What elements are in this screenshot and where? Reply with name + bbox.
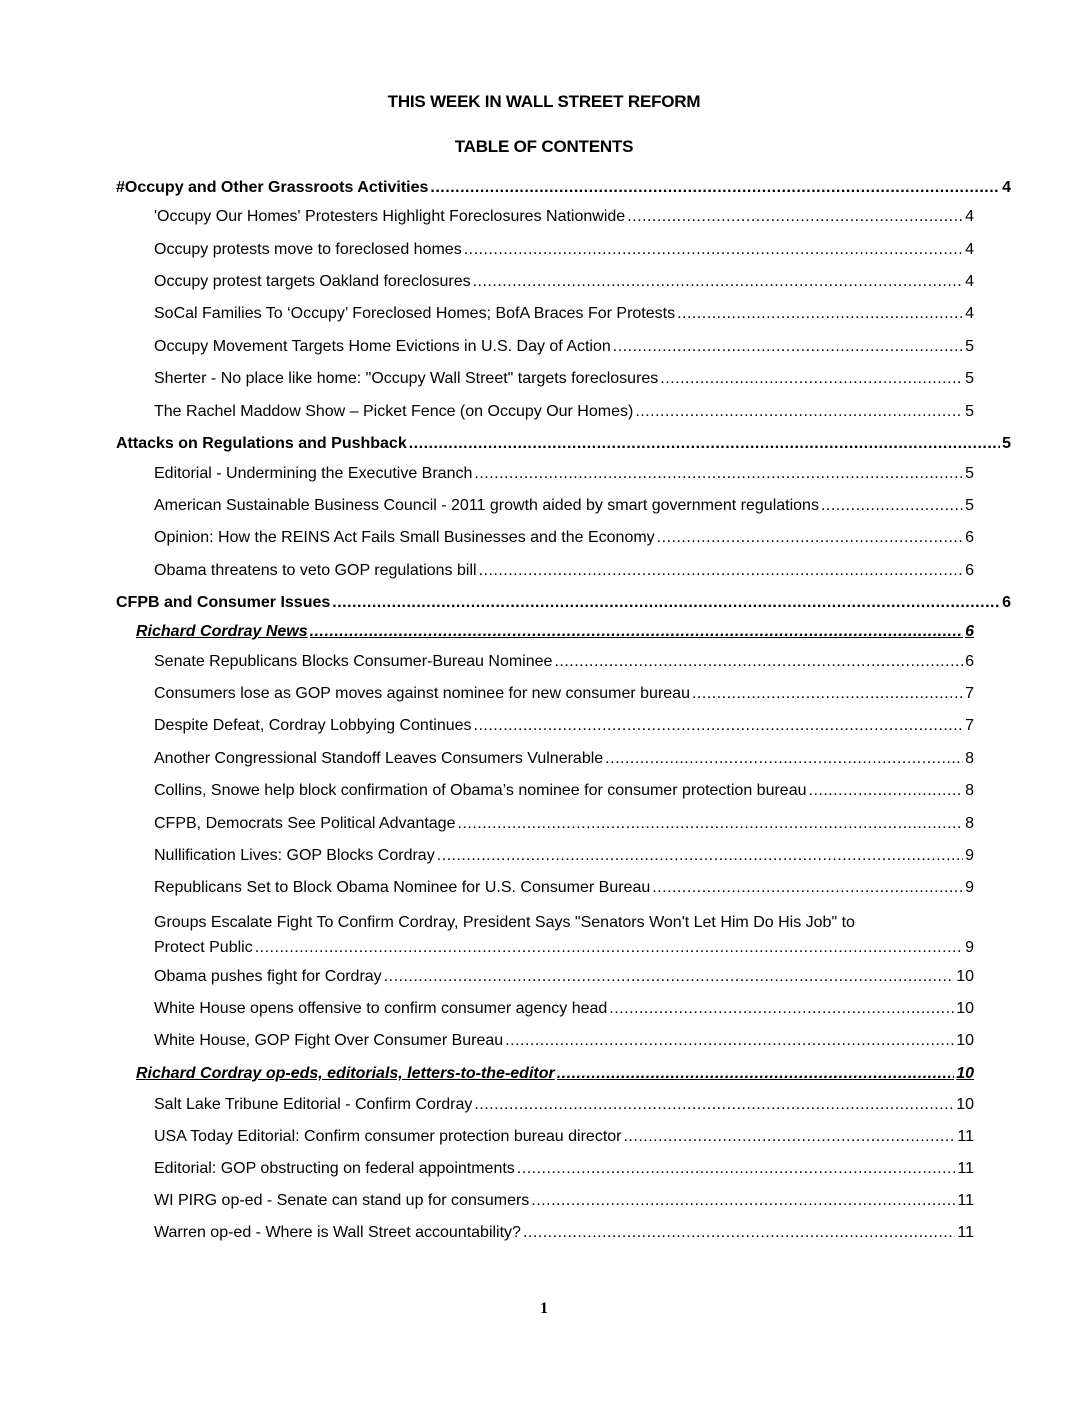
toc-item-title: Richard Cordray op-eds, editorials, letters-to-the-editor — [136, 1065, 555, 1082]
toc-item[interactable] — [154, 1095, 974, 1115]
toc-item[interactable] — [154, 846, 974, 866]
toc-page-number: 5 — [965, 465, 974, 482]
toc-heading: TABLE OF CONTENTS — [454, 137, 634, 156]
toc-item[interactable] — [154, 781, 974, 801]
dot-leader — [821, 496, 963, 516]
toc-page-number: 4 — [965, 208, 974, 225]
toc-page-number: 6 — [965, 623, 974, 640]
toc-item-title: 'Occupy Our Homes' Protesters Highlight Foreclosures Nationwide — [154, 208, 626, 225]
toc-item[interactable] — [154, 967, 974, 987]
toc-page-number: 9 — [965, 879, 974, 896]
toc-section[interactable] — [116, 593, 1011, 613]
toc-item-title: White House, GOP Fight Over Consumer Bureau — [154, 1032, 504, 1049]
toc-subsection[interactable] — [136, 622, 974, 642]
toc-item-title: Another Congressional Standoff Leaves Consumers Vulnerable — [154, 750, 604, 767]
toc-item-title: Senate Republicans Blocks Consumer-Bureau Nominee — [154, 653, 553, 670]
toc-item-title: CFPB and Consumer Issues — [116, 594, 331, 611]
dot-leader — [554, 652, 963, 672]
toc-page-number: 4 — [965, 241, 974, 258]
toc-item[interactable] — [154, 1127, 974, 1147]
document-title: THIS WEEK IN WALL STREET REFORM — [387, 92, 701, 111]
toc-page-number: 7 — [965, 685, 974, 702]
toc-page-number: 9 — [965, 847, 974, 864]
toc-item[interactable] — [154, 1191, 974, 1211]
toc-item[interactable] — [154, 652, 974, 672]
dot-leader — [505, 1031, 954, 1051]
toc-page-number: 5 — [965, 370, 974, 387]
toc-item-title: American Sustainable Business Council - 2011 growth aided by smart government regulations — [154, 497, 819, 514]
toc-item[interactable] — [154, 240, 974, 260]
toc-item[interactable] — [154, 528, 974, 548]
toc-page-number: 9 — [965, 939, 974, 956]
toc-item-title: Despite Defeat, Cordray Lobbying Continues — [154, 717, 472, 734]
dot-leader — [627, 207, 963, 227]
toc-section[interactable] — [116, 178, 1011, 198]
toc-item[interactable] — [154, 402, 974, 422]
dot-leader — [531, 1191, 955, 1211]
dot-leader — [557, 1064, 954, 1084]
toc-item-title: Sherter - No place like home: "Occupy Wall Street" targets foreclosures — [154, 370, 659, 387]
toc-page-number: 4 — [965, 273, 974, 290]
toc-page-number: 6 — [965, 562, 974, 579]
dot-leader — [479, 561, 964, 581]
toc-page-number: 8 — [965, 815, 974, 832]
toc-item-title-continued: Protect Public — [154, 939, 253, 956]
toc-item[interactable] — [154, 272, 974, 292]
toc-section[interactable] — [116, 434, 1011, 454]
toc-page-number: 6 — [965, 653, 974, 670]
dot-leader — [657, 528, 963, 548]
toc-page-number: 10 — [956, 1096, 974, 1113]
dot-leader — [332, 593, 1000, 613]
toc-item[interactable] — [154, 910, 974, 960]
dot-leader — [605, 749, 963, 769]
dot-leader — [809, 781, 964, 801]
dot-leader — [660, 369, 963, 389]
toc-page-number: 11 — [957, 1192, 974, 1209]
toc-page-number: 10 — [956, 1032, 974, 1049]
toc-item[interactable] — [154, 369, 974, 389]
dot-leader — [409, 434, 1000, 454]
toc-page-number: 7 — [965, 717, 974, 734]
toc-item-title: Richard Cordray News — [136, 623, 308, 640]
toc-page-number: 10 — [956, 968, 974, 985]
toc-item[interactable] — [154, 207, 974, 227]
toc-page-number: 5 — [965, 403, 974, 420]
toc-item-title: Editorial - Undermining the Executive Branch — [154, 465, 473, 482]
dot-leader — [677, 304, 963, 324]
toc-item-title: Warren op-ed - Where is Wall Street accountability? — [154, 1224, 521, 1241]
toc-item[interactable] — [154, 304, 974, 324]
toc-item[interactable] — [154, 999, 974, 1019]
toc-page-number: 5 — [965, 338, 974, 355]
toc-page-number: 6 — [1002, 594, 1011, 611]
toc-page-number: 5 — [1002, 435, 1011, 452]
toc-item-title: Nullification Lives: GOP Blocks Cordray — [154, 847, 435, 864]
toc-item-title: USA Today Editorial: Confirm consumer protection bureau director — [154, 1128, 622, 1145]
dot-leader — [384, 967, 955, 987]
dot-leader — [652, 878, 963, 898]
toc-item-title: Groups Escalate Fight To Confirm Cordray, President Says "Senators Won't Let Him Do His Job" to — [154, 914, 855, 931]
toc-item[interactable] — [154, 1223, 974, 1243]
dot-leader — [692, 684, 963, 704]
toc-item-title: #Occupy and Other Grassroots Activities — [116, 179, 429, 196]
toc-item-title: White House opens offensive to confirm consumer agency head — [154, 1000, 608, 1017]
toc-page-number: 11 — [957, 1224, 974, 1241]
toc-page-number: 11 — [957, 1160, 974, 1177]
toc-item-title: CFPB, Democrats See Political Advantage — [154, 815, 456, 832]
toc-page-number: 10 — [956, 1000, 974, 1017]
dot-leader — [474, 1095, 954, 1115]
toc-item-title: Opinion: How the REINS Act Fails Small Businesses and the Economy — [154, 529, 655, 546]
toc-item[interactable] — [154, 496, 974, 516]
dot-leader — [474, 464, 963, 484]
dot-leader — [437, 846, 963, 866]
toc-item[interactable] — [154, 1159, 974, 1179]
toc-item-title: Editorial: GOP obstructing on federal appointments — [154, 1160, 515, 1177]
toc-item[interactable] — [154, 464, 974, 484]
dot-leader — [609, 999, 954, 1019]
toc-item-title: Occupy protest targets Oakland foreclosures — [154, 273, 471, 290]
toc-page-number: 4 — [965, 305, 974, 322]
dot-leader — [623, 1127, 955, 1147]
toc-item-title: Occupy protests move to foreclosed homes — [154, 241, 462, 258]
toc-page-number: 6 — [965, 529, 974, 546]
dot-leader — [523, 1223, 955, 1243]
toc-item[interactable] — [154, 749, 974, 769]
dot-leader — [613, 337, 963, 357]
toc-page-number: 8 — [965, 750, 974, 767]
page-number: 1 — [540, 1300, 548, 1317]
toc-page-number: 5 — [965, 497, 974, 514]
toc-item-title: WI PIRG op-ed - Senate can stand up for consumers — [154, 1192, 530, 1209]
toc-page-number: 11 — [957, 1128, 974, 1145]
dot-leader — [464, 240, 963, 260]
toc-item[interactable] — [154, 716, 974, 736]
toc-item-title: SoCal Families To ‘Occupy’ Foreclosed Homes; BofA Braces For Protests — [154, 305, 676, 322]
dot-leader — [474, 716, 964, 736]
toc-item-continuation — [154, 935, 974, 960]
toc-item-title: The Rachel Maddow Show – Picket Fence (on Occupy Our Homes) — [154, 403, 634, 420]
toc-page-number: 4 — [1002, 179, 1011, 196]
dot-leader — [635, 402, 963, 422]
toc-page-number: 8 — [965, 782, 974, 799]
toc-item-title: Attacks on Regulations and Pushback — [116, 435, 407, 452]
toc-item-title: Salt Lake Tribune Editorial - Confirm Cordray — [154, 1096, 473, 1113]
toc-item-title: Collins, Snowe help block confirmation of Obama’s nominee for consumer protection bureau — [154, 782, 807, 799]
toc-item-title: Occupy Movement Targets Home Evictions in U.S. Day of Action — [154, 338, 611, 355]
toc-item[interactable] — [154, 684, 974, 704]
toc-page-number: 10 — [956, 1065, 974, 1082]
toc-item[interactable] — [154, 878, 974, 898]
toc-subsection[interactable] — [136, 1064, 974, 1084]
dot-leader — [430, 178, 1000, 198]
toc-item-title: Consumers lose as GOP moves against nominee for new consumer bureau — [154, 685, 690, 702]
dot-leader — [310, 622, 963, 642]
toc-item[interactable] — [154, 337, 974, 357]
toc-item-title: Obama pushes fight for Cordray — [154, 968, 382, 985]
dot-leader — [457, 814, 963, 834]
toc-item[interactable] — [154, 1031, 974, 1051]
dot-leader — [517, 1159, 956, 1179]
toc-item[interactable] — [154, 561, 974, 581]
dot-leader — [473, 272, 964, 292]
toc-item[interactable] — [154, 814, 974, 834]
toc-item-title: Republicans Set to Block Obama Nominee for U.S. Consumer Bureau — [154, 879, 651, 896]
dot-leader — [255, 935, 963, 960]
toc-item-title: Obama threatens to veto GOP regulations bill — [154, 562, 477, 579]
